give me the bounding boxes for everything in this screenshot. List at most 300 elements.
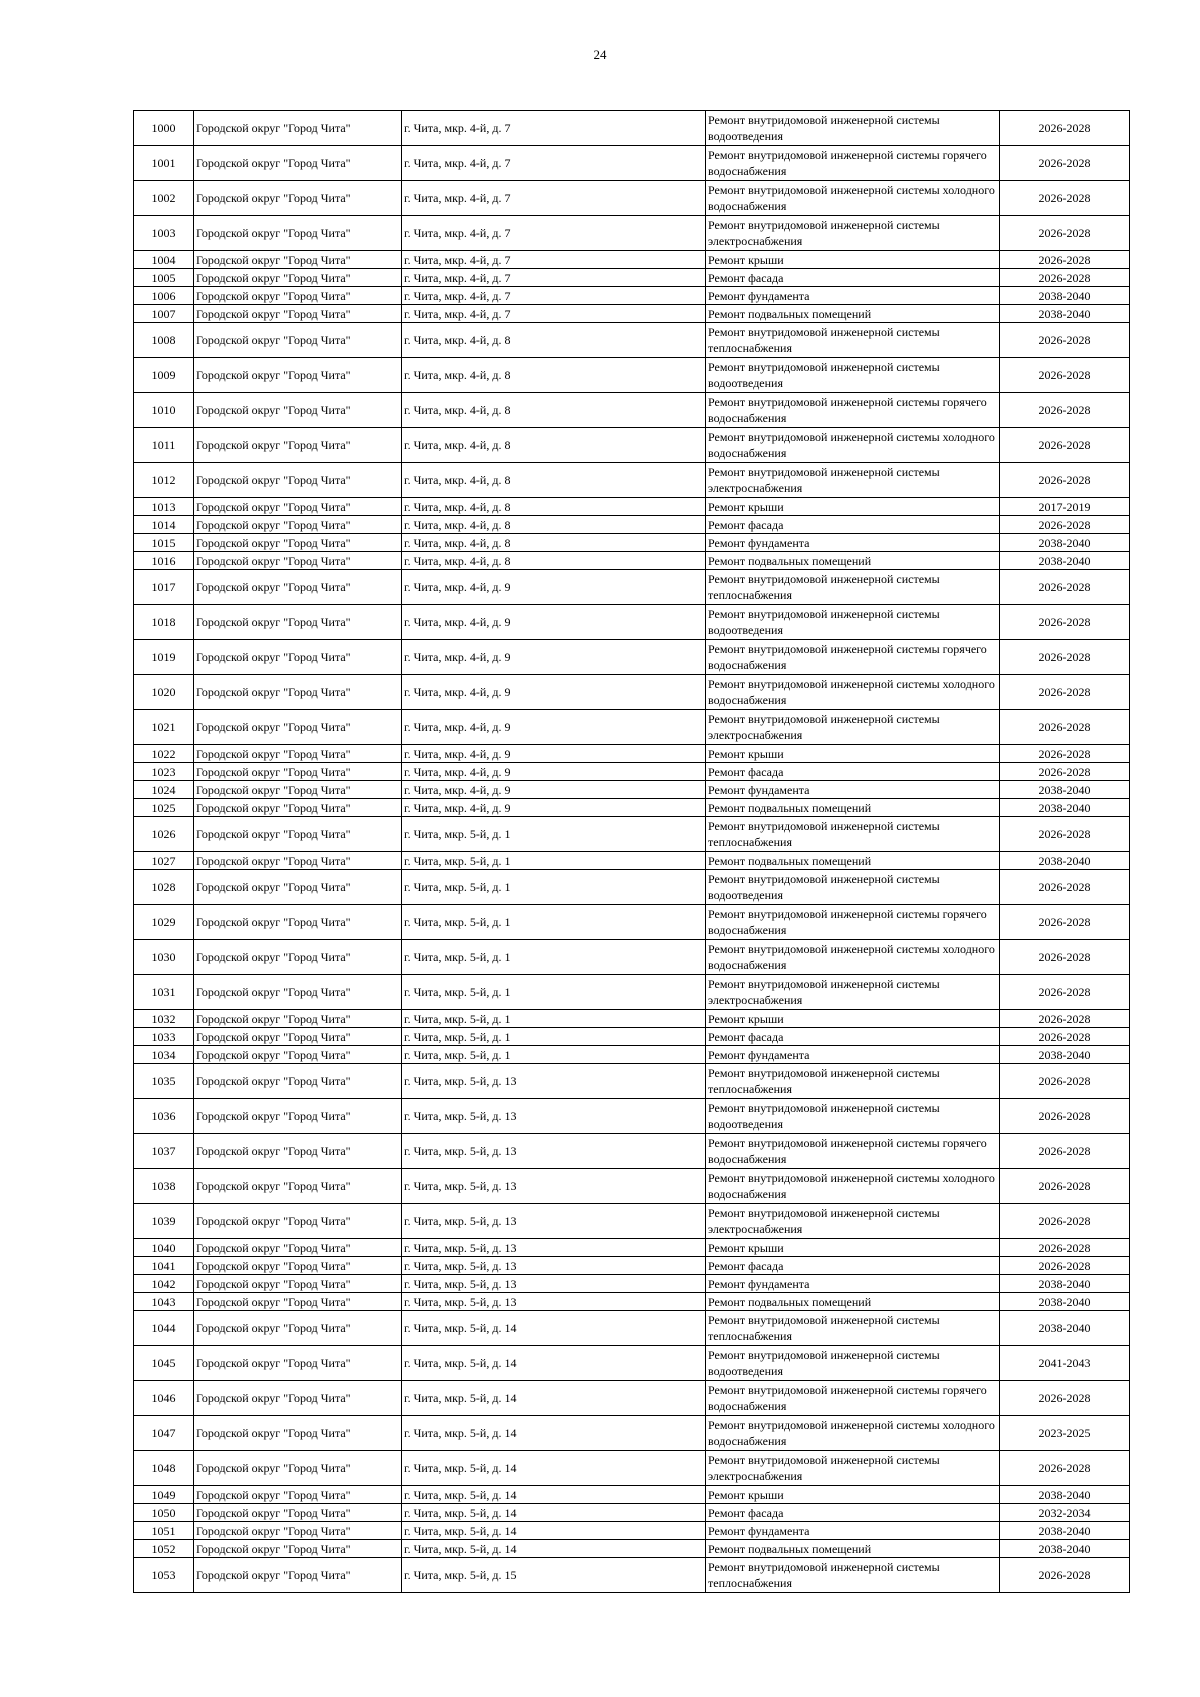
- period-cell: 2038-2040: [1000, 552, 1130, 570]
- address-cell: г. Чита, мкр. 4-й, д. 7: [402, 146, 706, 181]
- municipality-cell: Городской округ "Город Чита": [194, 1486, 402, 1504]
- table-row: [134, 1275, 1130, 1293]
- municipality-cell: Городской округ "Город Чита": [194, 640, 402, 675]
- table-row: [134, 1522, 1130, 1540]
- table-row: [134, 1486, 1130, 1504]
- row-number-cell: 1022: [134, 745, 194, 763]
- work-type-cell: Ремонт внутридомовой инженерной системы теплоснабжения: [706, 1064, 1000, 1099]
- period-cell: 2041-2043: [1000, 1346, 1130, 1381]
- address-cell: г. Чита, мкр. 5-й, д. 1: [402, 1028, 706, 1046]
- address-cell: г. Чита, мкр. 4-й, д. 8: [402, 498, 706, 516]
- municipality-cell: Городской округ "Город Чита": [194, 111, 402, 146]
- row-number-cell: 1041: [134, 1257, 194, 1275]
- address-cell: г. Чита, мкр. 5-й, д. 14: [402, 1504, 706, 1522]
- work-type-cell: Ремонт фундамента: [706, 1046, 1000, 1064]
- address-cell: г. Чита, мкр. 5-й, д. 14: [402, 1346, 706, 1381]
- period-cell: 2026-2028: [1000, 516, 1130, 534]
- row-number-cell: 1023: [134, 763, 194, 781]
- address-cell: г. Чита, мкр. 4-й, д. 8: [402, 534, 706, 552]
- work-type-cell: Ремонт подвальных помещений: [706, 305, 1000, 323]
- row-number-cell: 1024: [134, 781, 194, 799]
- row-number-cell: 1007: [134, 305, 194, 323]
- row-number-cell: 1040: [134, 1239, 194, 1257]
- period-cell: 2026-2028: [1000, 1169, 1130, 1204]
- row-number-cell: 1026: [134, 817, 194, 852]
- address-cell: г. Чита, мкр. 4-й, д. 7: [402, 305, 706, 323]
- work-type-cell: Ремонт внутридомовой инженерной системы теплоснабжения: [706, 1558, 1000, 1593]
- work-type-cell: Ремонт крыши: [706, 1486, 1000, 1504]
- address-cell: г. Чита, мкр. 5-й, д. 1: [402, 870, 706, 905]
- row-number-cell: 1008: [134, 323, 194, 358]
- municipality-cell: Городской округ "Город Чита": [194, 675, 402, 710]
- row-number-cell: 1014: [134, 516, 194, 534]
- address-cell: г. Чита, мкр. 4-й, д. 7: [402, 251, 706, 269]
- address-cell: г. Чита, мкр. 5-й, д. 13: [402, 1239, 706, 1257]
- table-row: [134, 745, 1130, 763]
- work-type-cell: Ремонт крыши: [706, 1010, 1000, 1028]
- work-type-cell: Ремонт внутридомовой инженерной системы водоотведения: [706, 1346, 1000, 1381]
- table-row: [134, 852, 1130, 870]
- table-row: [134, 393, 1130, 428]
- municipality-cell: Городской округ "Город Чита": [194, 745, 402, 763]
- work-type-cell: Ремонт крыши: [706, 498, 1000, 516]
- row-number-cell: 1011: [134, 428, 194, 463]
- table-row: [134, 1381, 1130, 1416]
- address-cell: г. Чита, мкр. 5-й, д. 14: [402, 1416, 706, 1451]
- row-number-cell: 1032: [134, 1010, 194, 1028]
- row-number-cell: 1053: [134, 1558, 194, 1593]
- row-number-cell: 1051: [134, 1522, 194, 1540]
- table-row: [134, 1010, 1130, 1028]
- table-row: [134, 216, 1130, 251]
- work-type-cell: Ремонт крыши: [706, 251, 1000, 269]
- municipality-cell: Городской округ "Город Чита": [194, 498, 402, 516]
- work-type-cell: Ремонт подвальных помещений: [706, 1293, 1000, 1311]
- table-row: [134, 305, 1130, 323]
- work-type-cell: Ремонт внутридомовой инженерной системы горячего водоснабжения: [706, 1381, 1000, 1416]
- address-cell: г. Чита, мкр. 5-й, д. 13: [402, 1275, 706, 1293]
- table-row: [134, 516, 1130, 534]
- period-cell: 2026-2028: [1000, 146, 1130, 181]
- municipality-cell: Городской округ "Город Чита": [194, 269, 402, 287]
- work-type-cell: Ремонт внутридомовой инженерной системы горячего водоснабжения: [706, 1134, 1000, 1169]
- work-type-cell: Ремонт внутридомовой инженерной системы водоотведения: [706, 605, 1000, 640]
- row-number-cell: 1015: [134, 534, 194, 552]
- work-type-cell: Ремонт внутридомовой инженерной системы теплоснабжения: [706, 323, 1000, 358]
- address-cell: г. Чита, мкр. 4-й, д. 7: [402, 269, 706, 287]
- row-number-cell: 1030: [134, 940, 194, 975]
- table-row: [134, 605, 1130, 640]
- period-cell: 2026-2028: [1000, 1010, 1130, 1028]
- period-cell: 2026-2028: [1000, 1451, 1130, 1486]
- address-cell: г. Чита, мкр. 5-й, д. 14: [402, 1311, 706, 1346]
- period-cell: 2038-2040: [1000, 852, 1130, 870]
- table-row: [134, 1504, 1130, 1522]
- work-type-cell: Ремонт внутридомовой инженерной системы теплоснабжения: [706, 1311, 1000, 1346]
- row-number-cell: 1034: [134, 1046, 194, 1064]
- work-type-cell: Ремонт фасада: [706, 1504, 1000, 1522]
- work-type-cell: Ремонт внутридомовой инженерной системы горячего водоснабжения: [706, 146, 1000, 181]
- municipality-cell: Городской округ "Город Чита": [194, 181, 402, 216]
- row-number-cell: 1027: [134, 852, 194, 870]
- row-number-cell: 1012: [134, 463, 194, 498]
- table-row: [134, 1540, 1130, 1558]
- municipality-cell: Городской округ "Город Чита": [194, 516, 402, 534]
- row-number-cell: 1046: [134, 1381, 194, 1416]
- address-cell: г. Чита, мкр. 5-й, д. 1: [402, 852, 706, 870]
- address-cell: г. Чита, мкр. 5-й, д. 14: [402, 1451, 706, 1486]
- municipality-cell: Городской округ "Город Чита": [194, 1381, 402, 1416]
- table-row: [134, 940, 1130, 975]
- table-row: [134, 1046, 1130, 1064]
- address-cell: г. Чита, мкр. 4-й, д. 8: [402, 358, 706, 393]
- row-number-cell: 1028: [134, 870, 194, 905]
- table-row: [134, 640, 1130, 675]
- work-type-cell: Ремонт внутридомовой инженерной системы водоотведения: [706, 358, 1000, 393]
- address-cell: г. Чита, мкр. 5-й, д. 1: [402, 940, 706, 975]
- address-cell: г. Чита, мкр. 4-й, д. 8: [402, 516, 706, 534]
- table-row: [134, 358, 1130, 393]
- municipality-cell: Городской округ "Город Чита": [194, 534, 402, 552]
- municipality-cell: Городской округ "Город Чита": [194, 1311, 402, 1346]
- work-type-cell: Ремонт внутридомовой инженерной системы электроснабжения: [706, 1204, 1000, 1239]
- work-type-cell: Ремонт фундамента: [706, 1275, 1000, 1293]
- municipality-cell: Городской округ "Город Чита": [194, 781, 402, 799]
- address-cell: г. Чита, мкр. 5-й, д. 1: [402, 975, 706, 1010]
- table-row: [134, 1293, 1130, 1311]
- address-cell: г. Чита, мкр. 4-й, д. 9: [402, 675, 706, 710]
- work-type-cell: Ремонт фасада: [706, 516, 1000, 534]
- work-type-cell: Ремонт внутридомовой инженерной системы электроснабжения: [706, 975, 1000, 1010]
- period-cell: 2026-2028: [1000, 463, 1130, 498]
- table-row: [134, 1311, 1130, 1346]
- municipality-cell: Городской округ "Город Чита": [194, 216, 402, 251]
- period-cell: 2038-2040: [1000, 305, 1130, 323]
- municipality-cell: Городской округ "Город Чита": [194, 710, 402, 745]
- period-cell: 2026-2028: [1000, 428, 1130, 463]
- work-type-cell: Ремонт фундамента: [706, 781, 1000, 799]
- table-body: [134, 111, 1130, 1593]
- row-number-cell: 1003: [134, 216, 194, 251]
- row-number-cell: 1049: [134, 1486, 194, 1504]
- address-cell: г. Чита, мкр. 4-й, д. 9: [402, 799, 706, 817]
- municipality-cell: Городской округ "Город Чита": [194, 817, 402, 852]
- period-cell: 2026-2028: [1000, 1099, 1130, 1134]
- municipality-cell: Городской округ "Город Чита": [194, 1046, 402, 1064]
- municipality-cell: Городской округ "Город Чита": [194, 763, 402, 781]
- address-cell: г. Чита, мкр. 5-й, д. 13: [402, 1134, 706, 1169]
- period-cell: 2026-2028: [1000, 393, 1130, 428]
- row-number-cell: 1013: [134, 498, 194, 516]
- work-type-cell: Ремонт внутридомовой инженерной системы холодного водоснабжения: [706, 428, 1000, 463]
- table-row: [134, 570, 1130, 605]
- table-row: [134, 552, 1130, 570]
- row-number-cell: 1004: [134, 251, 194, 269]
- work-type-cell: Ремонт внутридомовой инженерной системы холодного водоснабжения: [706, 181, 1000, 216]
- table-row: [134, 1028, 1130, 1046]
- period-cell: 2017-2019: [1000, 498, 1130, 516]
- table-row: [134, 710, 1130, 745]
- period-cell: 2026-2028: [1000, 745, 1130, 763]
- municipality-cell: Городской округ "Город Чита": [194, 552, 402, 570]
- address-cell: г. Чита, мкр. 4-й, д. 9: [402, 605, 706, 640]
- address-cell: г. Чита, мкр. 5-й, д. 13: [402, 1257, 706, 1275]
- work-type-cell: Ремонт фасада: [706, 1257, 1000, 1275]
- table-row: [134, 1451, 1130, 1486]
- work-type-cell: Ремонт внутридомовой инженерной системы горячего водоснабжения: [706, 393, 1000, 428]
- row-number-cell: 1033: [134, 1028, 194, 1046]
- municipality-cell: Городской округ "Город Чита": [194, 428, 402, 463]
- row-number-cell: 1021: [134, 710, 194, 745]
- municipality-cell: Городской округ "Город Чита": [194, 1099, 402, 1134]
- table-row: [134, 498, 1130, 516]
- row-number-cell: 1019: [134, 640, 194, 675]
- work-type-cell: Ремонт внутридомовой инженерной системы электроснабжения: [706, 710, 1000, 745]
- period-cell: 2038-2040: [1000, 287, 1130, 305]
- work-type-cell: Ремонт внутридомовой инженерной системы холодного водоснабжения: [706, 1169, 1000, 1204]
- row-number-cell: 1017: [134, 570, 194, 605]
- municipality-cell: Городской округ "Город Чита": [194, 463, 402, 498]
- table-row: [134, 534, 1130, 552]
- municipality-cell: Городской округ "Город Чита": [194, 1540, 402, 1558]
- period-cell: 2026-2028: [1000, 1028, 1130, 1046]
- address-cell: г. Чита, мкр. 4-й, д. 9: [402, 710, 706, 745]
- period-cell: 2038-2040: [1000, 1311, 1130, 1346]
- municipality-cell: Городской округ "Город Чита": [194, 1558, 402, 1593]
- municipality-cell: Городской округ "Город Чита": [194, 305, 402, 323]
- address-cell: г. Чита, мкр. 5-й, д. 13: [402, 1099, 706, 1134]
- row-number-cell: 1009: [134, 358, 194, 393]
- period-cell: 2026-2028: [1000, 111, 1130, 146]
- period-cell: 2026-2028: [1000, 870, 1130, 905]
- period-cell: 2032-2034: [1000, 1504, 1130, 1522]
- row-number-cell: 1050: [134, 1504, 194, 1522]
- municipality-cell: Городской округ "Город Чита": [194, 1293, 402, 1311]
- work-type-cell: Ремонт подвальных помещений: [706, 852, 1000, 870]
- row-number-cell: 1006: [134, 287, 194, 305]
- row-number-cell: 1016: [134, 552, 194, 570]
- period-cell: 2026-2028: [1000, 1257, 1130, 1275]
- table-row: [134, 675, 1130, 710]
- table-row: [134, 799, 1130, 817]
- municipality-cell: Городской округ "Город Чита": [194, 251, 402, 269]
- row-number-cell: 1044: [134, 1311, 194, 1346]
- period-cell: 2026-2028: [1000, 323, 1130, 358]
- period-cell: 2038-2040: [1000, 1486, 1130, 1504]
- address-cell: г. Чита, мкр. 4-й, д. 8: [402, 323, 706, 358]
- municipality-cell: Городской округ "Город Чита": [194, 1416, 402, 1451]
- row-number-cell: 1001: [134, 146, 194, 181]
- row-number-cell: 1000: [134, 111, 194, 146]
- municipality-cell: Городской округ "Город Чита": [194, 287, 402, 305]
- municipality-cell: Городской округ "Город Чита": [194, 1257, 402, 1275]
- work-type-cell: Ремонт внутридомовой инженерной системы горячего водоснабжения: [706, 905, 1000, 940]
- work-type-cell: Ремонт внутридомовой инженерной системы электроснабжения: [706, 463, 1000, 498]
- municipality-cell: Городской округ "Город Чита": [194, 1064, 402, 1099]
- address-cell: г. Чита, мкр. 4-й, д. 9: [402, 781, 706, 799]
- period-cell: 2026-2028: [1000, 675, 1130, 710]
- row-number-cell: 1002: [134, 181, 194, 216]
- period-cell: 2038-2040: [1000, 1540, 1130, 1558]
- period-cell: 2026-2028: [1000, 216, 1130, 251]
- table-row: [134, 1239, 1130, 1257]
- row-number-cell: 1029: [134, 905, 194, 940]
- municipality-cell: Городской округ "Город Чита": [194, 1504, 402, 1522]
- row-number-cell: 1042: [134, 1275, 194, 1293]
- municipality-cell: Городской округ "Город Чита": [194, 570, 402, 605]
- period-cell: 2026-2028: [1000, 570, 1130, 605]
- table-row: [134, 1416, 1130, 1451]
- work-type-cell: Ремонт внутридомовой инженерной системы холодного водоснабжения: [706, 1416, 1000, 1451]
- table-row: [134, 1257, 1130, 1275]
- period-cell: 2026-2028: [1000, 817, 1130, 852]
- row-number-cell: 1018: [134, 605, 194, 640]
- address-cell: г. Чита, мкр. 4-й, д. 7: [402, 287, 706, 305]
- address-cell: г. Чита, мкр. 5-й, д. 15: [402, 1558, 706, 1593]
- row-number-cell: 1010: [134, 393, 194, 428]
- table-row: [134, 1099, 1130, 1134]
- row-number-cell: 1045: [134, 1346, 194, 1381]
- address-cell: г. Чита, мкр. 4-й, д. 8: [402, 463, 706, 498]
- municipality-cell: Городской округ "Город Чита": [194, 146, 402, 181]
- address-cell: г. Чита, мкр. 4-й, д. 8: [402, 552, 706, 570]
- table-row: [134, 111, 1130, 146]
- address-cell: г. Чита, мкр. 5-й, д. 13: [402, 1293, 706, 1311]
- table-row: [134, 146, 1130, 181]
- table-row: [134, 817, 1130, 852]
- address-cell: г. Чита, мкр. 5-й, д. 13: [402, 1204, 706, 1239]
- table-row: [134, 428, 1130, 463]
- row-number-cell: 1052: [134, 1540, 194, 1558]
- row-number-cell: 1025: [134, 799, 194, 817]
- period-cell: 2038-2040: [1000, 781, 1130, 799]
- municipality-cell: Городской округ "Город Чита": [194, 1522, 402, 1540]
- period-cell: 2026-2028: [1000, 940, 1130, 975]
- municipality-cell: Городской округ "Город Чита": [194, 1169, 402, 1204]
- municipality-cell: Городской округ "Город Чита": [194, 1204, 402, 1239]
- municipality-cell: Городской округ "Город Чита": [194, 799, 402, 817]
- row-number-cell: 1038: [134, 1169, 194, 1204]
- period-cell: 2038-2040: [1000, 1046, 1130, 1064]
- work-type-cell: Ремонт фасада: [706, 269, 1000, 287]
- table-row: [134, 905, 1130, 940]
- period-cell: 2038-2040: [1000, 1293, 1130, 1311]
- period-cell: 2026-2028: [1000, 763, 1130, 781]
- table-row: [134, 1134, 1130, 1169]
- table-row: [134, 287, 1130, 305]
- row-number-cell: 1047: [134, 1416, 194, 1451]
- period-cell: 2026-2028: [1000, 1064, 1130, 1099]
- municipality-cell: Городской округ "Город Чита": [194, 1239, 402, 1257]
- table-row: [134, 781, 1130, 799]
- municipality-cell: Городской округ "Город Чита": [194, 852, 402, 870]
- address-cell: г. Чита, мкр. 4-й, д. 9: [402, 570, 706, 605]
- address-cell: г. Чита, мкр. 5-й, д. 1: [402, 1046, 706, 1064]
- work-type-cell: Ремонт внутридомовой инженерной системы водоотведения: [706, 111, 1000, 146]
- work-type-cell: Ремонт внутридомовой инженерной системы горячего водоснабжения: [706, 640, 1000, 675]
- table-row: [134, 1346, 1130, 1381]
- work-type-cell: Ремонт внутридомовой инженерной системы холодного водоснабжения: [706, 940, 1000, 975]
- table-row: [134, 975, 1130, 1010]
- municipality-cell: Городской округ "Город Чита": [194, 323, 402, 358]
- work-type-cell: Ремонт крыши: [706, 745, 1000, 763]
- row-number-cell: 1005: [134, 269, 194, 287]
- work-type-cell: Ремонт внутридомовой инженерной системы водоотведения: [706, 1099, 1000, 1134]
- row-number-cell: 1036: [134, 1099, 194, 1134]
- address-cell: г. Чита, мкр. 4-й, д. 7: [402, 216, 706, 251]
- work-type-cell: Ремонт внутридомовой инженерной системы теплоснабжения: [706, 570, 1000, 605]
- period-cell: 2026-2028: [1000, 181, 1130, 216]
- row-number-cell: 1048: [134, 1451, 194, 1486]
- municipality-cell: Городской округ "Город Чита": [194, 1028, 402, 1046]
- row-number-cell: 1037: [134, 1134, 194, 1169]
- work-type-cell: Ремонт внутридомовой инженерной системы водоотведения: [706, 870, 1000, 905]
- address-cell: г. Чита, мкр. 5-й, д. 14: [402, 1381, 706, 1416]
- work-type-cell: Ремонт внутридомовой инженерной системы теплоснабжения: [706, 817, 1000, 852]
- work-type-cell: Ремонт внутридомовой инженерной системы электроснабжения: [706, 1451, 1000, 1486]
- row-number-cell: 1039: [134, 1204, 194, 1239]
- work-type-cell: Ремонт подвальных помещений: [706, 799, 1000, 817]
- table-row: [134, 269, 1130, 287]
- period-cell: 2026-2028: [1000, 710, 1130, 745]
- address-cell: г. Чита, мкр. 4-й, д. 7: [402, 111, 706, 146]
- work-type-cell: Ремонт подвальных помещений: [706, 1540, 1000, 1558]
- period-cell: 2038-2040: [1000, 1275, 1130, 1293]
- table-row: [134, 1204, 1130, 1239]
- work-type-cell: Ремонт фасада: [706, 1028, 1000, 1046]
- address-cell: г. Чита, мкр. 4-й, д. 9: [402, 745, 706, 763]
- work-type-cell: Ремонт фундамента: [706, 287, 1000, 305]
- work-type-cell: Ремонт подвальных помещений: [706, 552, 1000, 570]
- row-number-cell: 1043: [134, 1293, 194, 1311]
- page-number: 24: [593, 47, 607, 62]
- period-cell: 2023-2025: [1000, 1416, 1130, 1451]
- period-cell: 2038-2040: [1000, 534, 1130, 552]
- work-type-cell: Ремонт фундамента: [706, 1522, 1000, 1540]
- address-cell: г. Чита, мкр. 4-й, д. 8: [402, 393, 706, 428]
- work-type-cell: Ремонт фундамента: [706, 534, 1000, 552]
- period-cell: 2026-2028: [1000, 1558, 1130, 1593]
- address-cell: г. Чита, мкр. 5-й, д. 1: [402, 905, 706, 940]
- municipality-cell: Городской округ "Город Чита": [194, 975, 402, 1010]
- work-type-cell: Ремонт внутридомовой инженерной системы электроснабжения: [706, 216, 1000, 251]
- address-cell: г. Чита, мкр. 4-й, д. 9: [402, 763, 706, 781]
- repair-schedule-table: [133, 110, 1130, 1593]
- period-cell: 2026-2028: [1000, 251, 1130, 269]
- period-cell: 2038-2040: [1000, 799, 1130, 817]
- address-cell: г. Чита, мкр. 5-й, д. 14: [402, 1522, 706, 1540]
- address-cell: г. Чита, мкр. 5-й, д. 14: [402, 1540, 706, 1558]
- address-cell: г. Чита, мкр. 4-й, д. 7: [402, 181, 706, 216]
- municipality-cell: Городской округ "Город Чита": [194, 1275, 402, 1293]
- municipality-cell: Городской округ "Город Чита": [194, 870, 402, 905]
- municipality-cell: Городской округ "Город Чита": [194, 1010, 402, 1028]
- period-cell: 2026-2028: [1000, 640, 1130, 675]
- period-cell: 2026-2028: [1000, 1204, 1130, 1239]
- table-row: [134, 1169, 1130, 1204]
- table-row: [134, 251, 1130, 269]
- municipality-cell: Городской округ "Город Чита": [194, 940, 402, 975]
- municipality-cell: Городской округ "Город Чита": [194, 393, 402, 428]
- address-cell: г. Чита, мкр. 5-й, д. 1: [402, 1010, 706, 1028]
- address-cell: г. Чита, мкр. 5-й, д. 13: [402, 1064, 706, 1099]
- table-row: [134, 181, 1130, 216]
- table-row: [134, 763, 1130, 781]
- municipality-cell: Городской округ "Город Чита": [194, 905, 402, 940]
- municipality-cell: Городской округ "Город Чита": [194, 1346, 402, 1381]
- period-cell: 2026-2028: [1000, 605, 1130, 640]
- row-number-cell: 1031: [134, 975, 194, 1010]
